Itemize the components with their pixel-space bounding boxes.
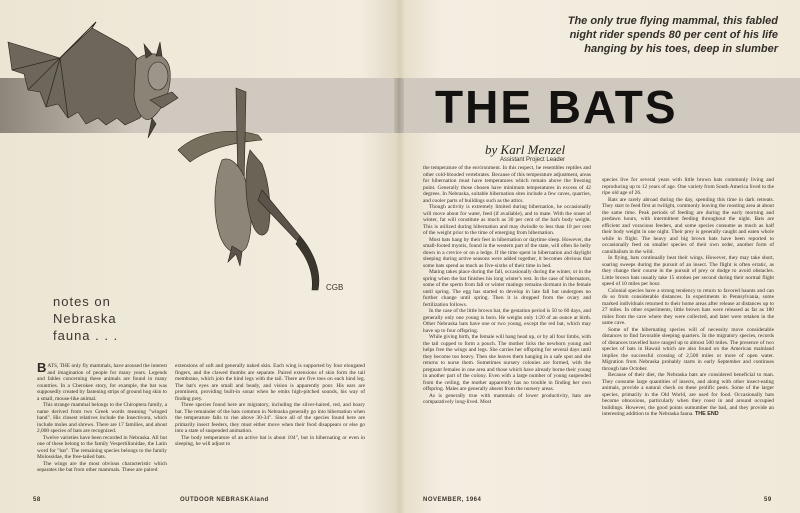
paragraph: extensions of soft and generally naked skin. Each wing is supported by four elongated fingers, and the clawed thumbs are separate. Paired extensions of skin form the tail membrane, which join the hind legs with the tail. There are five toes on each hind leg. The bat's eyes are small and beady, and vision is apparently poor. His ears are prominent, providing built-in sonar when he emits high-pitched sounds, his way of finding prey. [175,363,365,402]
paragraph: Twelve varieties have been recorded in Nebraska. All but one of these belong to the family Vespertilionidae, the Latin word for "bat". The remaining species belongs to the family Molossidae, the free-tailed bats. [37,434,167,460]
text-column-1 [37,363,167,493]
paragraph: The wings are the most obvious characteristic which separates the bat from other mammals. These are paired [37,460,167,473]
paragraph: species live for several years with little brown bats commonly living and reproducing up to 12 years of age. One variety from South America lived to the ripe old age of 26. [602,177,774,196]
paragraph: Mating takes place during the fall, occasionally during the winter, or in the spring when the bat finishes his long winter's rest. In the case of hibernators, some of the sperm from fall or winter matings remains dormant in the female until spring. The egg has started to develop in late fall but undergoes no further change until spring. Then it is dropped from the ovary and fertilization follows. [423,269,591,308]
paragraph: In the case of the little brown bat, the gestation period is 50 to 60 days, and generally only one young is born. He weighs only 1/20 of an ounce at birth. Other Nebraska bats have one or two young, except the red bat, which may have up to four offspring. [423,308,591,334]
flying-bat [8,22,178,138]
text-column-2 [175,363,365,493]
paragraph: While giving birth, the female will hang head up, or by all four limbs, with the tail cupped to form a pouch. The mother licks the newborn young and helps free the wings and legs. She carries her offspring for several days until they become too heavy. Then she leaves them hanging in a safe spot and she returns to nurse them. Sometimes nursery colonies are formed, with the pregnant females in one area and those which have already borne their young in another part of the colony. Even with a large number of young suspended from the ceiling, the mother apparently has no trouble in finding her own offspring. Males are generally absent from the nursery areas. [423,334,591,392]
paragraph: Most bats hang by their feet in hibernation or daytime sleep. However, the small-footed myotis, found in the western part of the state, will often lie belly down in a crevice or on a ledge. If the time spent in hibernation and daylight sleeping during active seasons were added together, it becomes obvious that some bats spend as much as five-sixths of their time in bed. [423,236,591,269]
bat-illustration [0,0,400,300]
paragraph: The body temperature of an active bat is about 104", but in hibernating or even in sleeping, he will adjust to [175,434,365,447]
hanging-bats [178,88,319,290]
artist-signature: CGB [326,283,344,292]
paragraph: the temperature of the environment. In this respect, he resembles reptiles and other cold-blooded vertebrates. Because of this temperature adjustment, areas for hibernation must have temperatures which remain above the freezing point. Generally those chosen have minimum temperatures in excess of 42 degrees. In Nebraska, suitable hibernation sites include a few caves, quarries, and cooler parts of buildings such as the attics. [423,165,591,204]
section-heading: notes on Nebraska fauna . . . [53,294,119,343]
paragraph: This strange mammal belongs to the Chiroptera family, a name derived from two Greek words meaning "winged hand". His closest relatives include the Insectivora, which include moles and shrews. There are 17 families, and about 2,000 species of bats are recognized. [37,402,167,434]
paragraph: Colonial species have a strong tendency to return to favored haunts and can do so from considerable distances. In experiments in Pennsylvania, some marked individuals returned to their home areas after release at distances up to 27 miles. In other experiments, little brown bats were released as far as 180 miles from the cave where they were collected, and later were retaken in the same cave. [602,287,774,326]
text-column-3 [423,165,591,495]
author-role: Assistant Project Leader [500,157,566,163]
paragraph-text: ATS, THE only fly mammals, have aroused the interest and imagination of people for many years. Legends and fables concerning these animals are found in many countries. In a Cherokee story, for example, the bat was supposedly created by fastening strips of ground hog skin to a small, mouse-like animal. [37,363,167,402]
page-number-right: 59 [764,497,772,503]
paragraph: In flying, bats continually beat their wings. However, they may take short, soaring sweeps during the pursuit of an insect. The flight is often erratic, as they change their course in the pursuit of prey or dodge to avoid obstacles. Little brown bats usually take 15 strokes per second during their normal flight speed of 10 miles per hour. [602,255,774,287]
drop-cap: B [37,363,47,375]
paragraph [37,363,167,402]
paragraph: Three species found here are migratory, including the silver-haired, red, and hoary bat. The remainder of the bats common in Nebraska generally go into hibernation when the temperature falls to rise above 30-34". Since all of the species found here are primarily insect feeders, they must either move when their food disappears or else go into a state of suspended animation. [175,402,365,434]
text-column-4 [602,177,774,495]
article-title: THE BATS [435,81,678,133]
paragraph: Though activity is extremely limited during hibernation, he occasionally will move about for water, feed (if available), and to mate. With the onset of winter, fat will constitute as much as 30 per cent of the bat's body weight. This is utilized during hibernation and may dwindle to less than 10 per cent of the weight prior to the time of emerging from hibernation. [423,204,591,236]
paragraph [602,372,774,418]
subtitle-deck: The only true flying mammal, this fabled night rider spends 80 per cent of his life hanging by his toes, deep in slumber [567,15,778,55]
issue-date: NOVEMBER, 1964 [423,497,482,503]
paragraph-text: Because of their diet, the Nebraska bats are considered beneficial to man. They consume large quantities of insects, and along with other insect-eating animals, provide a natural check on these prolific pests. Some of the larger species, primarily in the Old World, are used for food. Occasionally bats become obnoxious, particularly when they roost in and around occupied buildings. However, the good points outnumber the bad, and they provide an interesting addition to the Nebraska fauna. [602,372,774,417]
magazine-name: OUTDOOR NEBRASKAland [180,497,269,503]
end-mark: THE END [694,411,719,417]
paragraph: As is generally true with mammals of lower productivity, bats are comparatively long-lived. Most [423,392,591,405]
byline: by Karl Menzel [485,142,566,157]
paragraph: Some of the hibernating species will of necessity move considerable distances to find favorable sleeping quarters. In the migratory species, records of distances travelled have ranged up to almost 500 miles. The presence of two species of bats in Hawaii which are also found on the American mainland implies the successful crossing of 2,500 miles or more of open water. Migration from Nebraska probably starts in early September and continues through late October. [602,326,774,372]
paragraph: Bats are rarely abroad during the day, spending this time in dark retreats. They start to feed first at twilight, commonly leaving the roosting area at about the same time. Peak periods of feeding are during the early morning and predawn hours, with intermittent feeding throughout the night. Bats are efficient and voracious feeders, and some species consume as much as half their body weight in one night. Their prey is generally caught and eaten whole while in flight. The heavy and big brown bats have been reported to occasionally feed on smaller species of their own order, another form of cannibalism in the wild. [602,196,774,255]
page-number-left: 58 [33,497,41,503]
